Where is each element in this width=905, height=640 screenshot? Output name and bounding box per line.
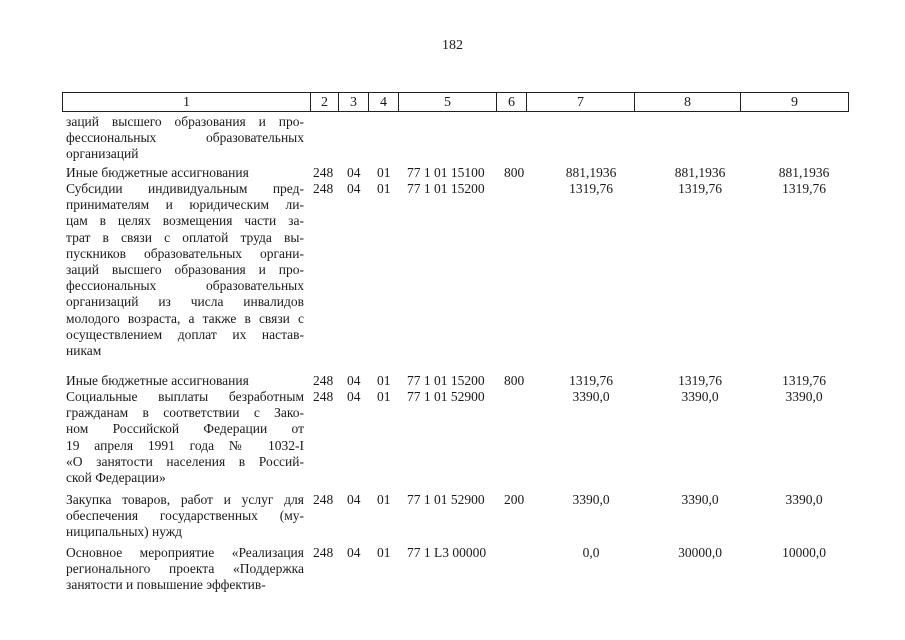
target-article-cell: 77 1 01 52900 bbox=[407, 389, 485, 404]
column-header: 5 bbox=[399, 93, 497, 112]
amount-year3-cell: 881,1936 bbox=[778, 165, 830, 180]
amount-year1-cell: 3390,0 bbox=[572, 492, 610, 507]
amount-year2-cell: 3390,0 bbox=[681, 389, 719, 404]
description-line: ской Федерации» bbox=[66, 470, 166, 486]
row-description bbox=[66, 114, 304, 163]
amount-year3-cell: 3390,0 bbox=[785, 492, 823, 507]
description-line: регионального проекта «Поддержка bbox=[66, 561, 304, 577]
column-header: 4 bbox=[369, 93, 399, 112]
subsection-code-cell: 01 bbox=[377, 492, 391, 507]
row-description bbox=[66, 389, 304, 486]
admin-code-cell: 248 bbox=[313, 165, 334, 180]
section-code-cell: 04 bbox=[347, 373, 361, 388]
amount-year2-cell: 881,1936 bbox=[674, 165, 726, 180]
admin-code-cell: 248 bbox=[313, 492, 334, 507]
column-header: 9 bbox=[741, 93, 849, 112]
target-article-cell: 77 1 L3 00000 bbox=[407, 545, 487, 560]
row-description bbox=[66, 545, 304, 594]
amount-year1-cell: 1319,76 bbox=[569, 373, 613, 388]
page-number: 182 bbox=[442, 38, 463, 53]
column-header: 7 bbox=[527, 93, 635, 112]
amount-year3-cell: 1319,76 bbox=[782, 373, 826, 388]
column-header-row bbox=[63, 93, 849, 112]
description-line: осуществлением доплат их настав- bbox=[66, 326, 304, 342]
target-article-cell: 77 1 01 15100 bbox=[407, 165, 485, 180]
description-line: молодого возраста, а также в связи с bbox=[66, 310, 304, 326]
expense-type-cell: 800 bbox=[504, 373, 525, 388]
amount-year1-cell: 881,1936 bbox=[565, 165, 617, 180]
admin-code-cell: 248 bbox=[313, 389, 334, 404]
description-line: Социальные выплаты безработным bbox=[66, 389, 304, 404]
description-line: никам bbox=[66, 343, 102, 359]
section-code-cell: 04 bbox=[347, 545, 361, 560]
expense-type-cell: 200 bbox=[504, 492, 525, 507]
amount-year2-cell: 3390,0 bbox=[681, 492, 719, 507]
subsection-code-cell: 01 bbox=[377, 545, 391, 560]
row-description bbox=[66, 165, 304, 181]
admin-code-cell: 248 bbox=[313, 181, 334, 196]
row-description bbox=[66, 181, 304, 359]
description-line: ном Российской Федерации от bbox=[66, 421, 304, 437]
amount-year3-cell: 3390,0 bbox=[785, 389, 823, 404]
description-line: пускников образовательных органи- bbox=[66, 245, 304, 261]
admin-code-cell: 248 bbox=[313, 545, 334, 560]
subsection-code-cell: 01 bbox=[377, 165, 391, 180]
section-code-cell: 04 bbox=[347, 389, 361, 404]
section-code-cell: 04 bbox=[347, 165, 361, 180]
description-line: Иные бюджетные ассигнования bbox=[66, 165, 249, 180]
description-line: «О занятости населения в Россий- bbox=[66, 453, 304, 469]
amount-year1-cell: 3390,0 bbox=[572, 389, 610, 404]
description-line: фессиональных образовательных bbox=[66, 130, 304, 146]
description-line: трат в связи с оплатой труда вы- bbox=[66, 229, 304, 245]
column-header-table bbox=[62, 92, 849, 112]
admin-code-cell: 248 bbox=[313, 373, 334, 388]
subsection-code-cell: 01 bbox=[377, 373, 391, 388]
description-line: заций высшего образования и про- bbox=[66, 114, 304, 129]
amount-year2-cell: 1319,76 bbox=[678, 373, 722, 388]
description-line: Иные бюджетные ассигнования bbox=[66, 373, 249, 388]
amount-year3-cell: 1319,76 bbox=[782, 181, 826, 196]
amount-year1-cell: 1319,76 bbox=[569, 181, 613, 196]
section-code-cell: 04 bbox=[347, 181, 361, 196]
description-line: обеспечения государственных (му- bbox=[66, 508, 304, 524]
amount-year3-cell: 10000,0 bbox=[782, 545, 826, 560]
description-line: организаций из числа инвалидов bbox=[66, 294, 304, 310]
description-line: 19 апреля 1991 года № 1032-I bbox=[66, 437, 304, 453]
description-line: фессиональных образовательных bbox=[66, 278, 304, 294]
amount-year2-cell: 1319,76 bbox=[678, 181, 722, 196]
column-header: 6 bbox=[497, 93, 527, 112]
amount-year1-cell: 0,0 bbox=[582, 545, 600, 560]
description-line: гражданам в соответствии с Зако- bbox=[66, 405, 304, 421]
section-code-cell: 04 bbox=[347, 492, 361, 507]
column-header: 1 bbox=[63, 93, 311, 112]
target-article-cell: 77 1 01 52900 bbox=[407, 492, 485, 507]
expense-type-cell: 800 bbox=[504, 165, 525, 180]
column-header: 3 bbox=[339, 93, 369, 112]
row-description bbox=[66, 373, 304, 389]
description-line: цам в целях возмещения части за- bbox=[66, 213, 304, 229]
description-line: принимателям и юридическим ли- bbox=[66, 197, 304, 213]
description-line: Субсидии индивидуальным пред- bbox=[66, 181, 304, 196]
target-article-cell: 77 1 01 15200 bbox=[407, 181, 485, 196]
description-line: ниципальных) нужд bbox=[66, 524, 183, 540]
target-article-cell: 77 1 01 15200 bbox=[407, 373, 485, 388]
description-line: Основное мероприятие «Реализация bbox=[66, 545, 304, 560]
subsection-code-cell: 01 bbox=[377, 389, 391, 404]
row-description bbox=[66, 492, 304, 541]
description-line: Закупка товаров, работ и услуг для bbox=[66, 492, 304, 507]
description-line: заций высшего образования и про- bbox=[66, 262, 304, 278]
subsection-code-cell: 01 bbox=[377, 181, 391, 196]
amount-year2-cell: 30000,0 bbox=[678, 545, 722, 560]
column-header: 8 bbox=[635, 93, 741, 112]
description-line: занятости и повышение эффектив- bbox=[66, 577, 266, 593]
column-header: 2 bbox=[311, 93, 339, 112]
description-line: организаций bbox=[66, 146, 139, 162]
